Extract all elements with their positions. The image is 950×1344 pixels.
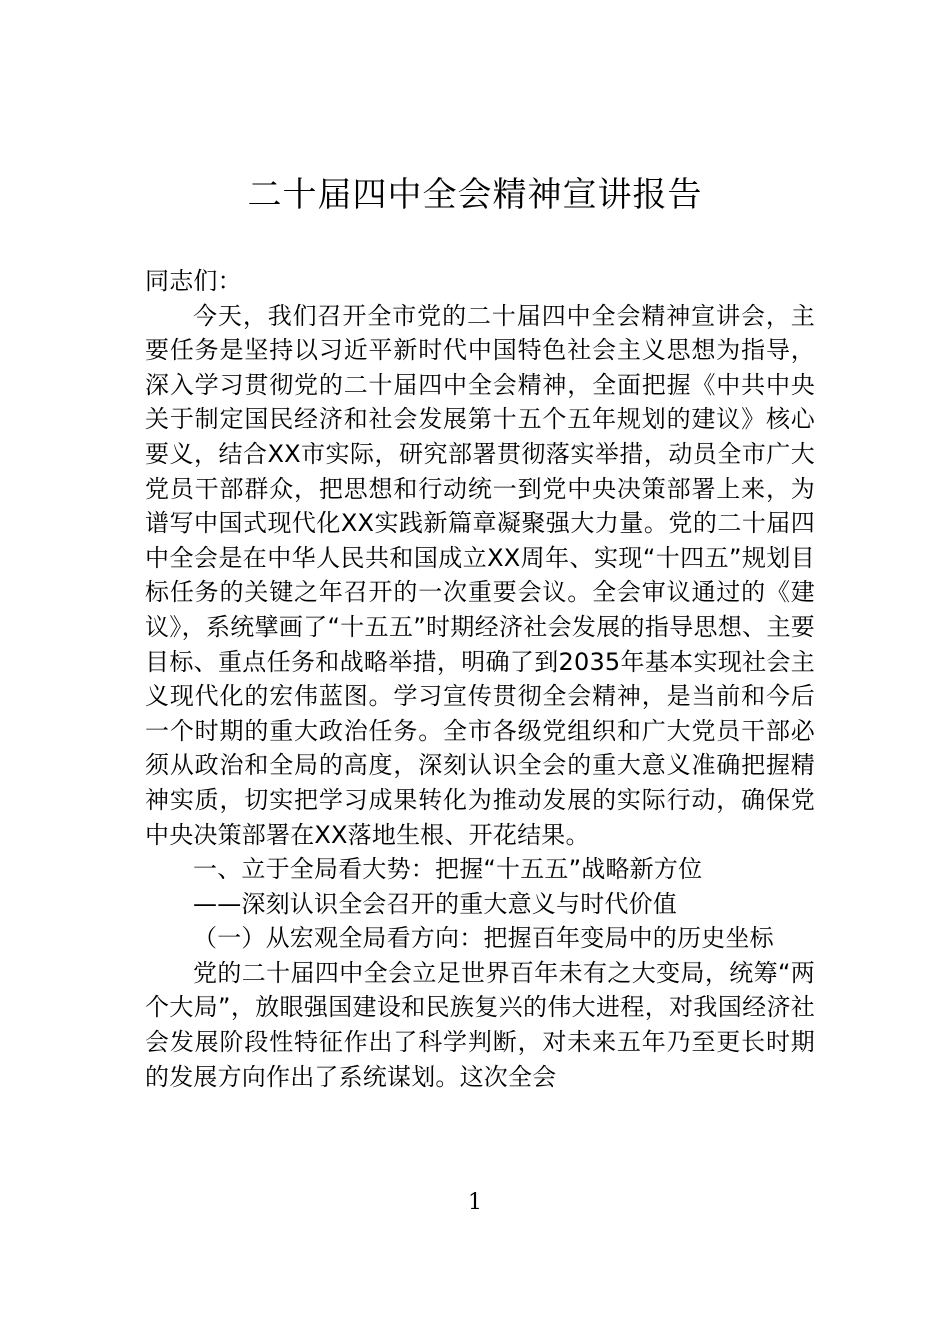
document-title: 二十届四中全会精神宣讲报告 xyxy=(247,175,703,215)
paragraph-body: 党的二十届四中全会立足世界百年未有之大变局，统筹“两个大局”，放眼强国建设和民族复兴的伟大进程，对我国经济社会发展阶段性特征作出了科学判断，对未来五年乃至更长时期的发展方向作出了系统谋划。这次全会 xyxy=(145,958,815,1091)
paragraph-intro: 今天，我们召开全市党的二十届四中全会精神宣讲会，主要任务是坚持以习近平新时代中国特色社会主义思想为指导，深入学习贯彻党的二十届四中全会精神，全面把握《中共中央关于制定国民经济和社会发展第十五个五年规划的建议》核心要义，结合XX市实际，研究部署贯彻落实举措，动员全市广大党员干部群众，把思想和行动统一到党中央决策部署上来，为谱写中国式现代化XX实践新篇章凝聚强大力量。党的二十届四中全会是在中华人民共和国成立XX周年、实现“十四五”规划目标任务的关键之年召开的一次重要会议。全会审议通过的《建议》，系统擘画了“十五五”时期经济社会发展的指导思想、主要目标、重点任务和战略举措，明确了到2035年基本实现社会主义现代化的宏伟蓝图。学习宣传贯彻全会精神，是当前和今后一个时期的重大政治任务。全市各级党组织和广大党员干部必须从政治和全局的高度，深刻认识全会的重大意义准确把握精神实质，切实把学习成果转化为推动发展的实际行动，确保党中央决策部署在XX落地生根、开花结果。 xyxy=(145,301,815,849)
document-body xyxy=(145,264,815,1094)
section-heading: 一、立于全局看大势：把握“十五五”战略新方位 xyxy=(193,855,703,884)
section-subheading: ——深刻认识全会召开的重大意义与时代价值 xyxy=(193,889,677,918)
page-number: 1 xyxy=(468,1190,482,1215)
subsection-heading: （一）从宏观全局看方向：把握百年变局中的历史坐标 xyxy=(193,924,774,953)
salutation: 同志们： xyxy=(145,267,242,295)
